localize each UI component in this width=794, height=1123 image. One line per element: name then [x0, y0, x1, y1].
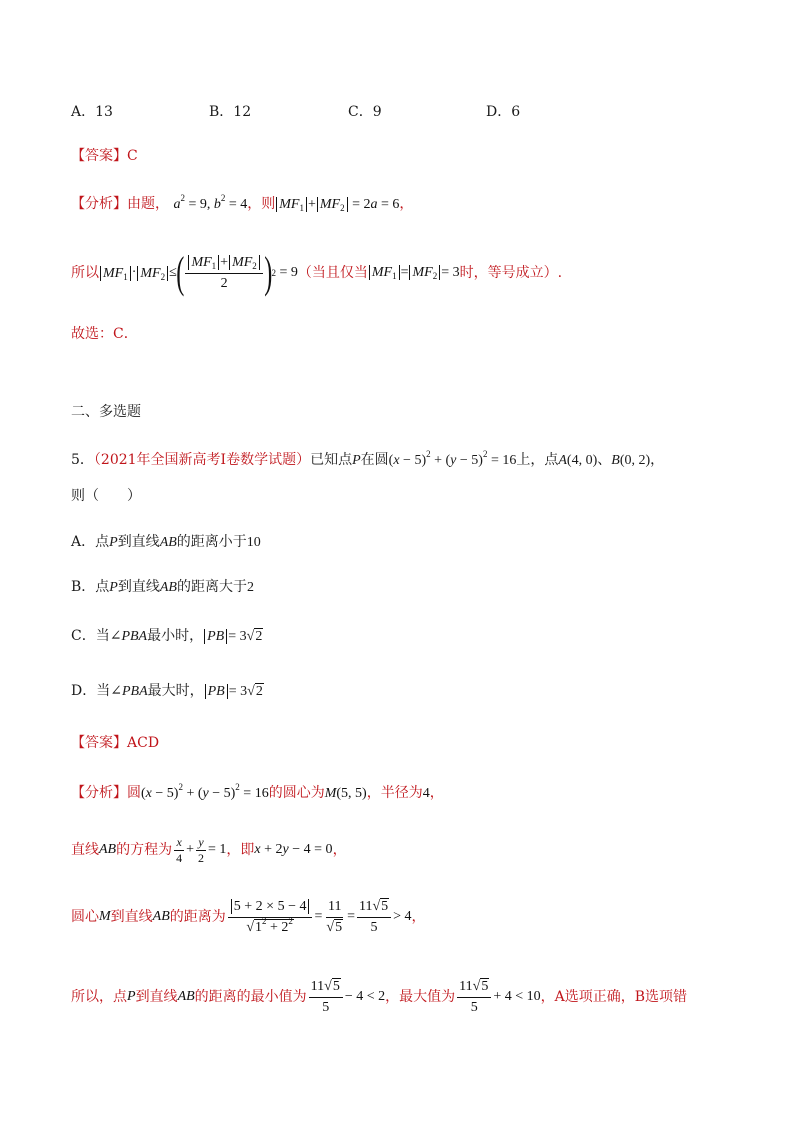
analysis-text: 所以，点 — [71, 989, 127, 1005]
analysis-5-line-2: 直线 AB 的方程为 $\frac{x}{4}$ + $\frac{y}{2}$ = 1 ，即 x + 2y − 4 = 0 ， — [71, 834, 347, 865]
option-b-prev: B．12 — [209, 104, 252, 120]
analysis-text: ， — [411, 909, 426, 925]
analysis-label: 【分析】 — [71, 785, 127, 801]
answer-value: ACD — [127, 735, 160, 751]
option-text: 最小时， — [147, 628, 204, 644]
analysis-5-line-4: 所以，点 P 到直线 AB 的距离的最小值为 $\frac{11√5}{5}$ − 4 < 2 ，最大值为 $\frac{11√5}{5}$ + 4 < 10 ，A选项正确，B选项错 — [71, 978, 688, 1015]
point-a: A(4, 0) — [558, 453, 598, 468]
question-text: ， — [650, 452, 665, 468]
question-5-option-c: C．当∠PBA最小时， PB = 3√2 — [71, 628, 263, 644]
analysis-text: 直线 — [71, 842, 99, 858]
question-text: 已知点 — [310, 452, 353, 468]
analysis-text: 由题， — [127, 196, 169, 212]
analysis-text: 时，等号成立）. — [459, 265, 563, 281]
option-text: D．当 — [71, 683, 111, 699]
option-a-prev: A．13 — [71, 104, 113, 120]
analysis-text: 圆心 — [71, 909, 99, 925]
option-text: B．点 — [71, 579, 110, 595]
analysis-text: ，半径为 — [366, 785, 423, 801]
answer-label: 【答案】 — [71, 148, 127, 164]
formula-circle: $(x - 5)^2 + (y - 5)^2 = 16$ — [388, 449, 517, 468]
analysis-5-line-3: 圆心 M 到直线 AB 的距离为 $\frac{5 + 2 \times 5 - 4}{√1^2 + 2^2}$ = $\frac{11}{√5}$ = $\frac{11√5}{5}$ > 4 ， — [71, 898, 426, 935]
analysis-5-line-1: 【分析】圆$(x - 5)^2 + (y - 5)^2 = 16$的圆心为M(5, 5)，半径为4， — [71, 782, 444, 801]
section-title: 二、多选题 — [71, 404, 141, 420]
analysis-text: 的距离为 — [169, 909, 226, 925]
analysis-text: ， — [429, 785, 444, 801]
analysis-text: 到直线 — [110, 909, 153, 925]
option-text: 的距离小于 — [176, 534, 247, 550]
option-text: 到直线 — [117, 579, 160, 595]
question-source: （2021年全国新高考Ⅰ卷数学试题） — [93, 452, 311, 468]
answer-5 — [71, 733, 754, 753]
analysis-text: （当且仅当 — [297, 265, 368, 281]
formula-a-b: $a^2 = 9$, $b^2 = 4$ — [173, 193, 248, 212]
analysis-text: 到直线 — [135, 989, 178, 1005]
analysis-4-line-3: 故选：C． — [71, 326, 138, 342]
question-5-option-d: D．当∠PBA最大时， PB = 3√2 — [71, 683, 263, 699]
option-text: 的距离大于 — [176, 579, 247, 595]
analysis-text: ，最大值为 — [385, 989, 456, 1005]
option-c-prev: C．9 — [348, 104, 382, 120]
question-text: 在圆 — [360, 452, 389, 468]
analysis-text: 圆 — [127, 785, 141, 801]
option-d-prev: D．6 — [486, 104, 521, 120]
analysis-text: ， — [332, 842, 347, 858]
question-5-option-a: A．点P到直线AB的距离小于10 — [71, 534, 261, 550]
question-text: 、 — [597, 452, 612, 468]
formula-sum-focal: $MF_1 + MF_2 = 2a = 6$ — [275, 197, 399, 212]
answer-label: 【答案】 — [71, 735, 127, 751]
question-text: 上，点 — [516, 452, 559, 468]
option-text: C．当 — [71, 628, 110, 644]
formula-equal: $MF_1 = MF_2 = 3$ — [368, 263, 460, 283]
answer-value: C — [127, 148, 138, 164]
analysis-4-line-1: 【分析】由题， $a^2 = 9$, $b^2 = 4$，则 $MF_1 + MF_2 = 2a = 6$， — [71, 193, 414, 213]
answer-4 — [71, 146, 754, 166]
analysis-text: 的距离的最小值为 — [194, 989, 307, 1005]
question-5-option-b: B．点P到直线AB的距离大于2 — [71, 579, 254, 595]
analysis-4-line-2 — [71, 248, 754, 297]
question-5-then: 则（ ） — [71, 488, 141, 504]
question-number: 5． — [71, 452, 94, 468]
analysis-text: ，即 — [226, 842, 255, 858]
analysis-text: 的圆心为 — [268, 785, 325, 801]
option-text: A．点 — [71, 534, 110, 550]
option-text: 最大时， — [147, 683, 204, 699]
formula-inequality: $MF_1$ · $MF_2$ ≤ ( $\frac{MF_1 + MF_2}{2}$ ) 2 = 9 — [99, 253, 298, 293]
point-b: B(0, 2) — [611, 453, 651, 468]
analysis-text: ，A选项正确，B选项错 — [540, 989, 688, 1005]
analysis-label: 【分析】 — [71, 196, 127, 212]
analysis-text: 所以 — [71, 265, 99, 281]
option-text: 到直线 — [117, 534, 160, 550]
analysis-text: 的方程为 — [116, 842, 173, 858]
question-5-stem: 5．（2021年全国新高考Ⅰ卷数学试题）已知点P在圆$(x - 5)^2 + (y - 5)^2 = 16$上，点A(4, 0)、B(0, 2)， — [71, 449, 665, 468]
analysis-text: ，则 — [247, 196, 276, 212]
